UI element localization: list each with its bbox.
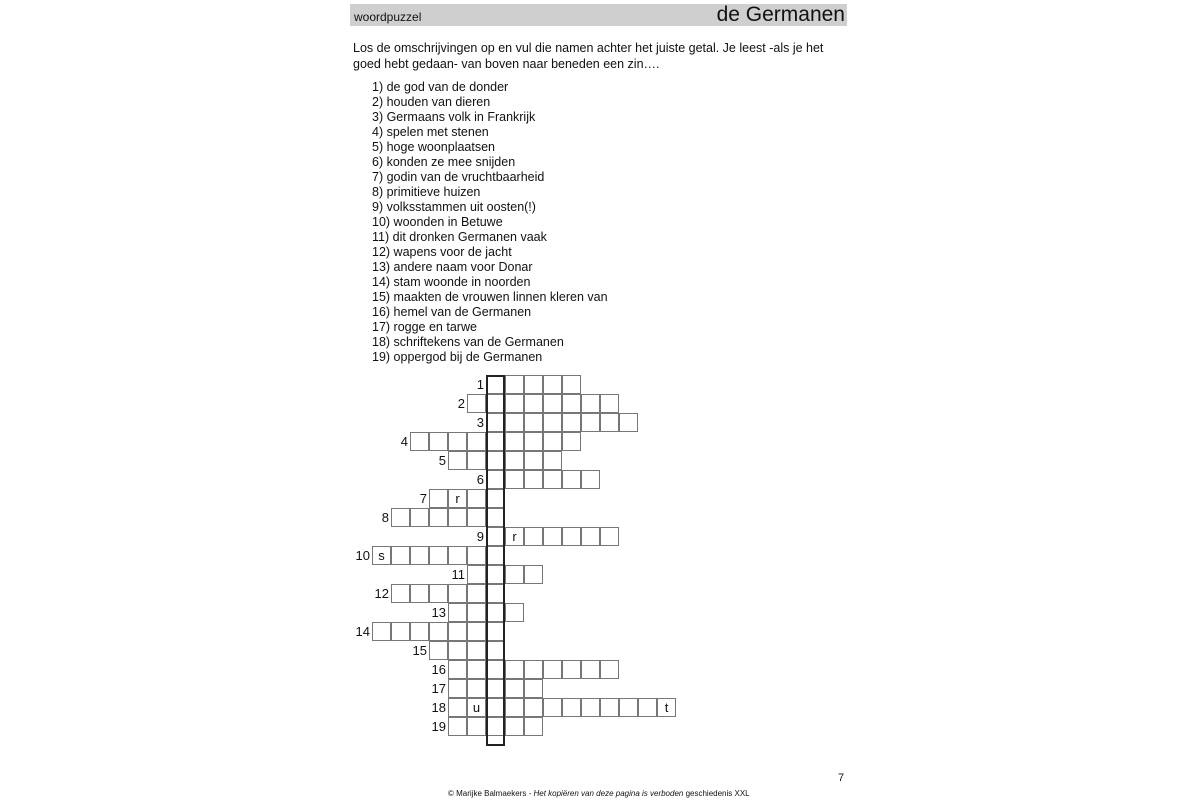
row-number: 9 (476, 529, 484, 544)
grid-cell[interactable] (524, 660, 543, 679)
grid-cell[interactable] (562, 432, 581, 451)
row-number: 8 (381, 510, 389, 525)
grid-cell[interactable] (505, 698, 524, 717)
grid-cell[interactable] (429, 489, 448, 508)
grid-cell[interactable] (486, 413, 505, 432)
grid-cell[interactable]: r (448, 489, 467, 508)
grid-cell[interactable] (372, 622, 391, 641)
row-number: 16 (431, 662, 446, 677)
grid-cell[interactable] (505, 375, 524, 394)
grid-cell[interactable] (505, 660, 524, 679)
grid-cell[interactable] (467, 394, 486, 413)
clue-item: 11) dit dronken Germanen vaak (372, 230, 547, 244)
row-number: 13 (431, 605, 446, 620)
grid-cell[interactable] (581, 394, 600, 413)
grid-cell[interactable] (429, 641, 448, 660)
grid-cell[interactable] (600, 698, 619, 717)
grid-cell[interactable] (448, 603, 467, 622)
row-number: 5 (438, 453, 446, 468)
grid-cell[interactable] (524, 565, 543, 584)
row-number: 4 (400, 434, 408, 449)
grid-cell[interactable] (524, 432, 543, 451)
grid-cell[interactable] (562, 413, 581, 432)
grid-cell[interactable] (543, 375, 562, 394)
grid-cell[interactable] (448, 679, 467, 698)
row-number: 17 (431, 681, 446, 696)
row-number: 19 (431, 719, 446, 734)
clue-item: 12) wapens voor de jacht (372, 245, 512, 259)
grid-cell[interactable] (448, 451, 467, 470)
header-bar (350, 4, 847, 26)
grid-cell[interactable] (581, 698, 600, 717)
grid-cell[interactable] (486, 470, 505, 489)
grid-cell[interactable] (543, 451, 562, 470)
row-number: 11 (451, 567, 465, 582)
grid-cell[interactable] (429, 432, 448, 451)
grid-cell[interactable] (467, 679, 486, 698)
grid-cell[interactable] (429, 584, 448, 603)
grid-cell[interactable] (619, 413, 638, 432)
grid-cell[interactable] (486, 603, 505, 622)
grid-cell[interactable] (486, 546, 505, 565)
row-number: 18 (431, 700, 446, 715)
grid-cell[interactable]: r (505, 527, 524, 546)
grid-cell[interactable] (524, 679, 543, 698)
grid-cell[interactable] (486, 717, 505, 736)
grid-cell[interactable]: s (372, 546, 391, 565)
grid-cell[interactable] (581, 660, 600, 679)
grid-cell[interactable] (486, 508, 505, 527)
grid-cell[interactable] (543, 413, 562, 432)
grid-cell[interactable] (524, 717, 543, 736)
grid-cell[interactable] (562, 375, 581, 394)
grid-cell[interactable] (619, 698, 638, 717)
grid-cell[interactable] (505, 565, 524, 584)
grid-cell[interactable] (467, 489, 486, 508)
grid-cell[interactable] (486, 489, 505, 508)
grid-cell[interactable] (543, 660, 562, 679)
grid-cell[interactable] (486, 641, 505, 660)
grid-cell[interactable] (486, 584, 505, 603)
clue-item: 7) godin van de vruchtbaarheid (372, 170, 545, 184)
grid-cell[interactable] (581, 413, 600, 432)
grid-cell[interactable] (581, 470, 600, 489)
grid-cell[interactable] (505, 679, 524, 698)
grid-cell[interactable] (543, 527, 562, 546)
clue-item: 6) konden ze mee snijden (372, 155, 516, 169)
grid-cell[interactable] (448, 641, 467, 660)
grid-cell[interactable] (505, 717, 524, 736)
grid-cell[interactable] (505, 432, 524, 451)
grid-cell[interactable] (524, 394, 543, 413)
footer-notice: - Het kopiëren van deze pagina is verboden (526, 789, 686, 798)
grid-cell[interactable] (543, 470, 562, 489)
grid-cell[interactable] (448, 584, 467, 603)
grid-cell[interactable] (562, 527, 581, 546)
clue-item: 14) stam woonde in noorden (372, 275, 531, 289)
grid-cell[interactable] (410, 622, 429, 641)
row-number: 14 (355, 624, 370, 639)
grid-cell[interactable] (448, 698, 467, 717)
grid-cell[interactable] (429, 622, 448, 641)
clue-item: 13) andere naam voor Donar (372, 260, 533, 274)
header-subject: woordpuzzel (354, 10, 422, 24)
grid-cell[interactable] (505, 394, 524, 413)
footer-publication: geschiedenis XXL (685, 789, 750, 798)
grid-cell[interactable] (391, 584, 410, 603)
clue-list (372, 80, 608, 365)
grid-cell[interactable] (429, 546, 448, 565)
grid-cell[interactable] (543, 394, 562, 413)
grid-cell[interactable] (486, 698, 505, 717)
grid-cell[interactable] (467, 584, 486, 603)
grid-cell[interactable] (562, 660, 581, 679)
footer (448, 789, 750, 798)
grid-cell[interactable] (524, 451, 543, 470)
clue-item: 3) Germaans volk in Frankrijk (372, 110, 536, 124)
grid-cell[interactable] (467, 432, 486, 451)
grid-cell[interactable] (505, 451, 524, 470)
clue-item: 5) hoge woonplaatsen (372, 140, 496, 154)
clue-item: 8) primitieve huizen (372, 185, 481, 199)
clue-item: 2) houden van dieren (372, 95, 491, 109)
row-number: 6 (476, 472, 484, 487)
grid-cell[interactable]: t (657, 698, 676, 717)
grid-cell[interactable] (600, 660, 619, 679)
grid-cell[interactable] (467, 508, 486, 527)
grid-cell[interactable] (581, 527, 600, 546)
grid-cell[interactable] (524, 470, 543, 489)
page-number: 7 (838, 772, 845, 784)
clue-item: 19) oppergod bij de Germanen (372, 350, 543, 364)
grid-cell[interactable] (467, 622, 486, 641)
grid-cell[interactable] (429, 508, 448, 527)
row-number: 15 (412, 643, 427, 658)
clue-item: 15) maakten de vrouwen linnen kleren van (372, 290, 608, 304)
grid-cell[interactable] (486, 432, 505, 451)
grid-cell[interactable] (410, 508, 429, 527)
grid-cell[interactable] (543, 698, 562, 717)
grid-cell[interactable] (486, 394, 505, 413)
grid-cell[interactable] (410, 546, 429, 565)
grid-cell[interactable] (600, 413, 619, 432)
clue-item: 1) de god van de donder (372, 80, 509, 94)
grid-cell[interactable] (638, 698, 657, 717)
grid-cell[interactable] (467, 603, 486, 622)
grid-cell[interactable] (448, 717, 467, 736)
grid-cell[interactable] (486, 622, 505, 641)
grid-cell[interactable] (524, 527, 543, 546)
clue-item: 16) hemel van de Germanen (372, 305, 532, 319)
grid-cell[interactable] (448, 622, 467, 641)
clue-item: 4) spelen met stenen (372, 125, 489, 139)
grid-cell[interactable] (410, 584, 429, 603)
grid-cell[interactable] (486, 679, 505, 698)
clue-item: 10) woonden in Betuwe (372, 215, 503, 229)
instructions: Los de omschrijvingen op en vul die namen achter het juiste getal. Je leest -als je het goed hebt gedaan- van boven naar beneden een zin…. (353, 41, 824, 71)
grid-cell[interactable] (524, 413, 543, 432)
grid-cell[interactable] (448, 432, 467, 451)
grid-cell[interactable] (467, 717, 486, 736)
grid-cell[interactable] (505, 470, 524, 489)
row-number: 2 (457, 396, 465, 411)
grid-cell[interactable] (467, 641, 486, 660)
page-title: de Germanen (716, 3, 845, 26)
grid-cell[interactable] (505, 603, 524, 622)
grid-cell[interactable] (543, 432, 562, 451)
grid-cell[interactable] (391, 546, 410, 565)
row-number: 7 (419, 491, 427, 506)
grid-cell[interactable] (448, 508, 467, 527)
clue-item: 9) volksstammen uit oosten(!) (372, 200, 536, 214)
grid-cell[interactable] (410, 432, 429, 451)
grid-cell[interactable] (562, 394, 581, 413)
grid-cell[interactable] (467, 660, 486, 679)
grid-cell[interactable] (486, 451, 505, 470)
clue-item: 18) schriftekens van de Germanen (372, 335, 564, 349)
row-number: 12 (374, 586, 389, 601)
grid-cell[interactable] (448, 546, 467, 565)
grid-cell[interactable] (391, 622, 410, 641)
grid-cell[interactable] (467, 565, 486, 584)
grid-cell[interactable] (448, 660, 467, 679)
grid-cell[interactable] (486, 375, 505, 394)
grid-cell[interactable] (524, 375, 543, 394)
grid-cell[interactable] (562, 698, 581, 717)
grid-cell[interactable] (467, 451, 486, 470)
grid-cell[interactable] (467, 546, 486, 565)
grid-cell[interactable] (486, 660, 505, 679)
clue-item: 17) rogge en tarwe (372, 320, 477, 334)
footer-copyright: © Marijke Balmaekers (448, 789, 527, 798)
grid-cell[interactable] (562, 470, 581, 489)
grid-cell[interactable] (391, 508, 410, 527)
grid-cell[interactable]: u (467, 698, 486, 717)
grid-cell[interactable] (524, 698, 543, 717)
grid-cell[interactable] (505, 413, 524, 432)
grid-cell[interactable] (600, 527, 619, 546)
grid-cell[interactable] (600, 394, 619, 413)
row-number: 3 (476, 415, 484, 430)
grid-cell[interactable] (486, 565, 505, 584)
grid-cell[interactable] (486, 527, 505, 546)
row-number: 10 (355, 548, 370, 563)
row-number: 1 (476, 377, 484, 392)
